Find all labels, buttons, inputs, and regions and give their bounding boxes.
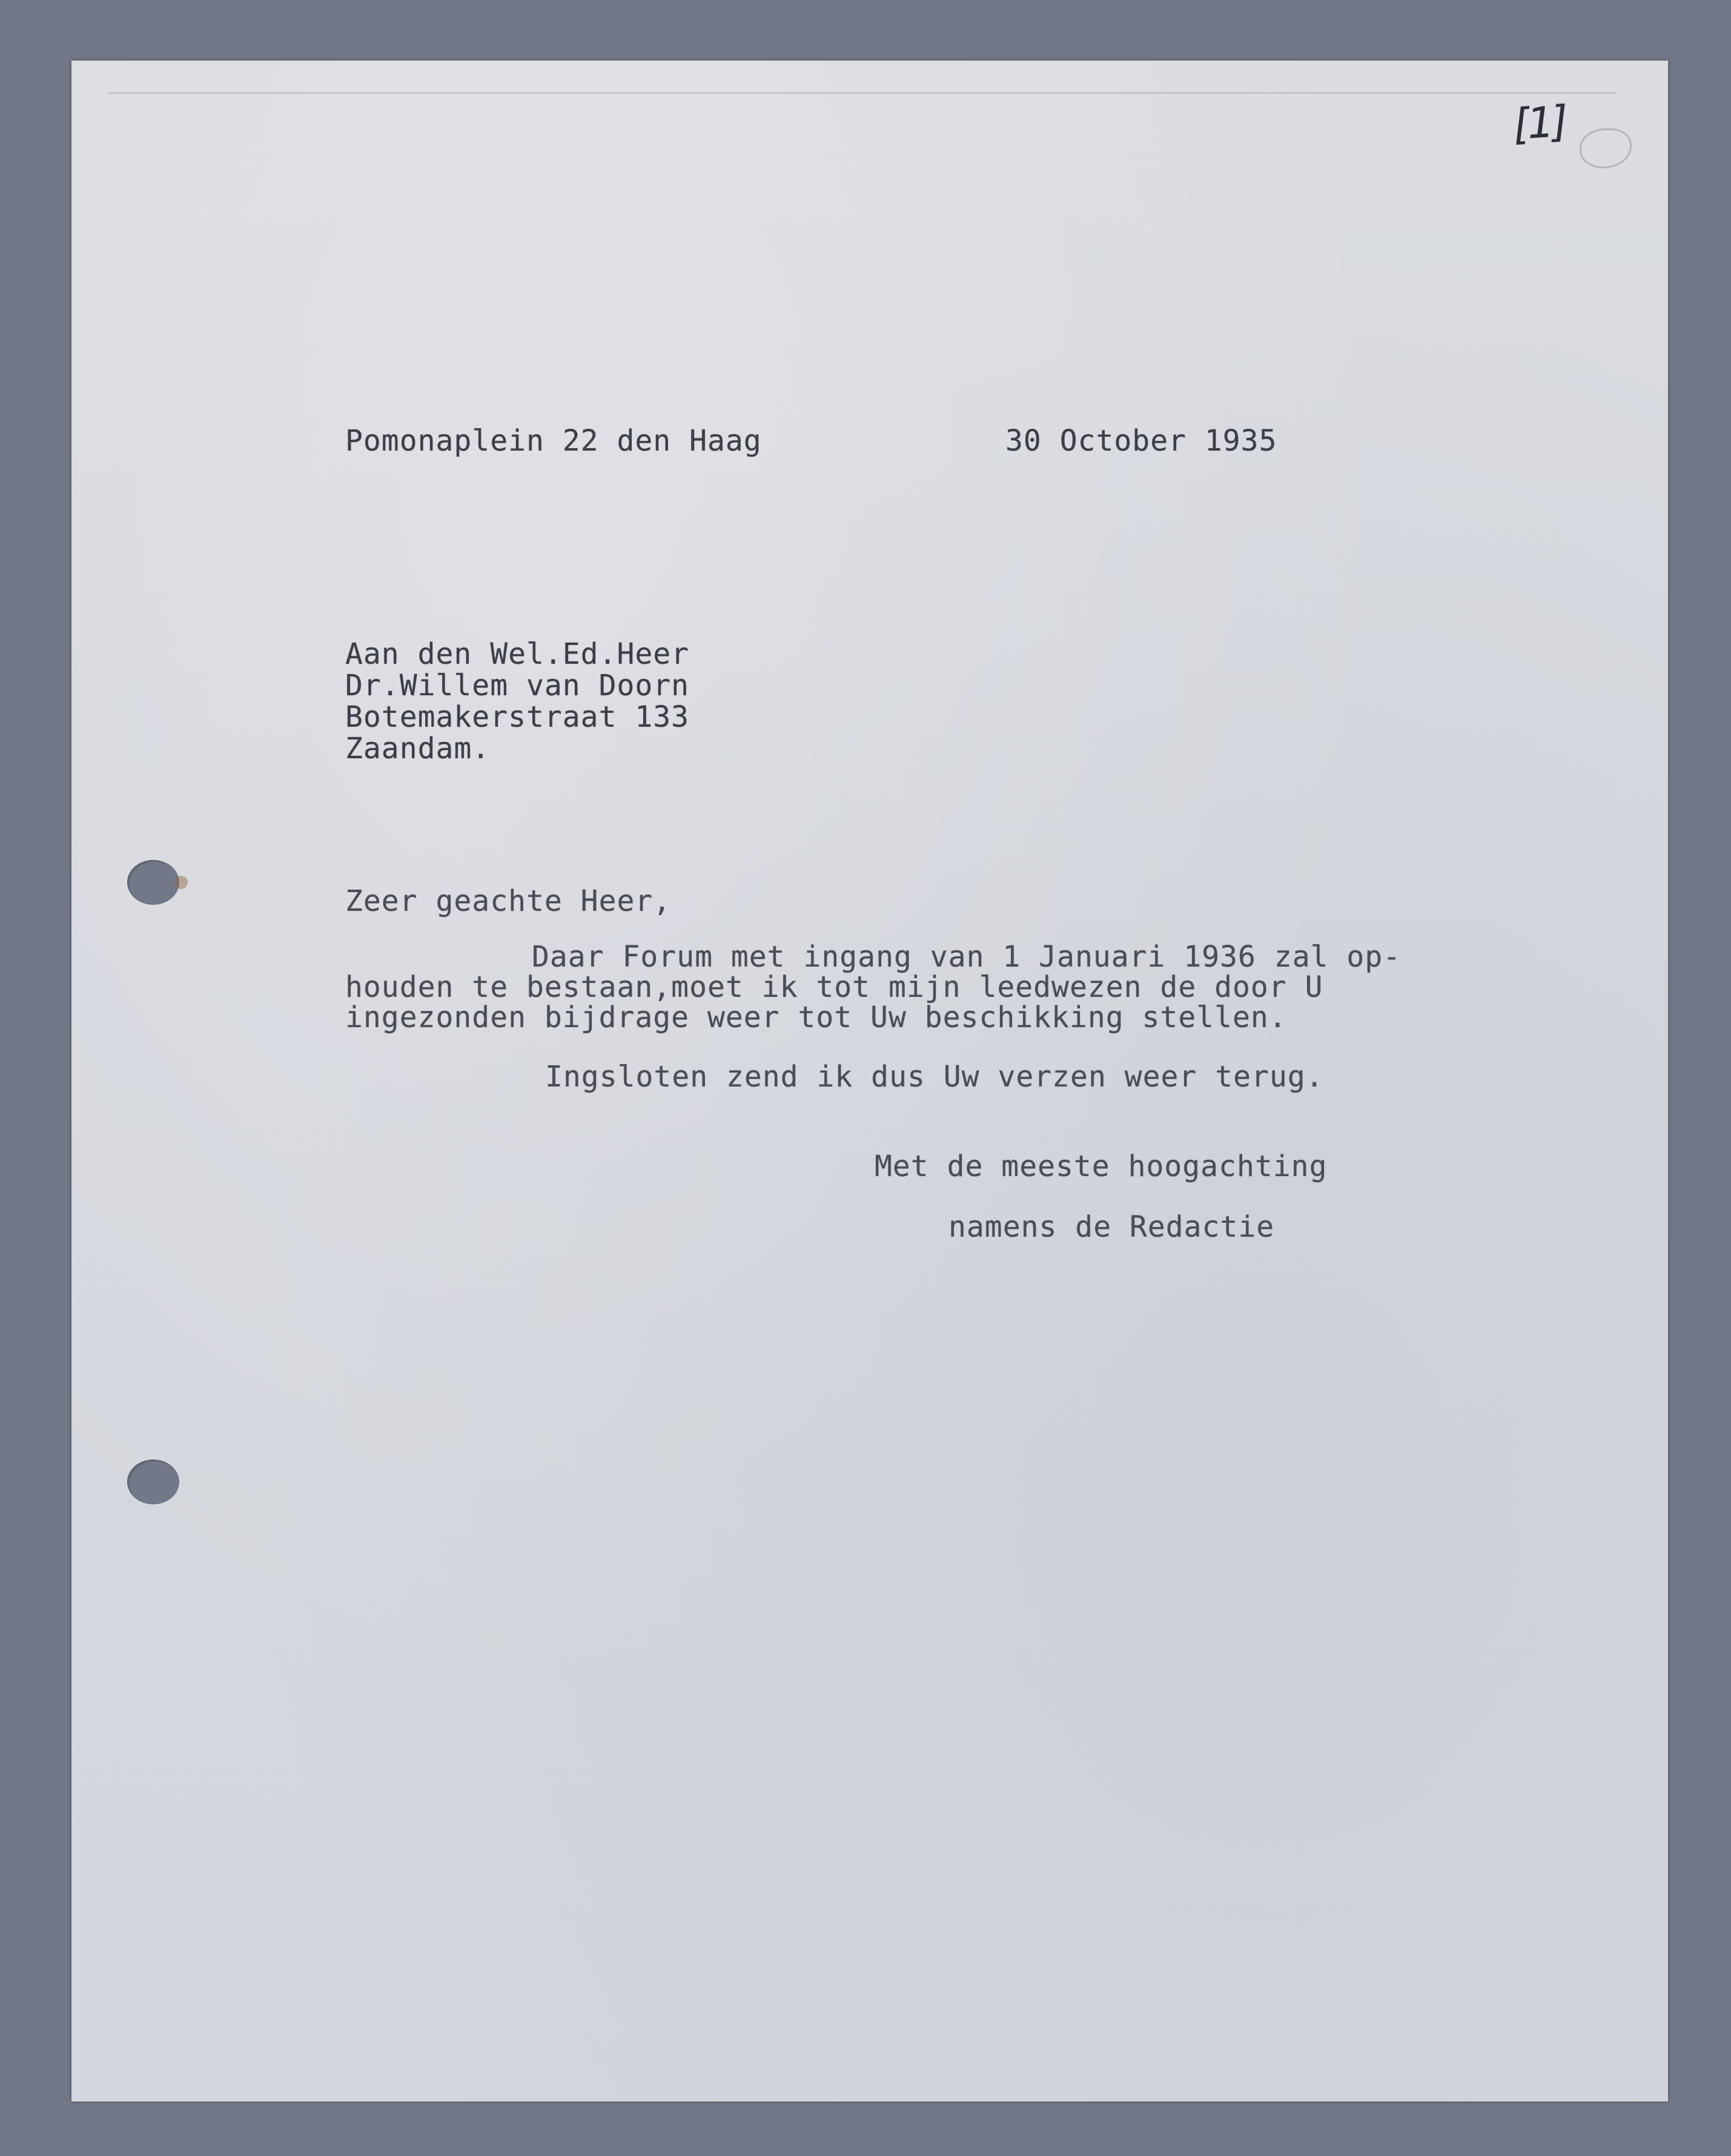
sender-address: Pomonaplein 22 den Haag [345,424,762,458]
closing-line-1: Met de meeste hoogachting [875,1149,1328,1183]
archive-number-mark: [1] [1511,96,1567,150]
recipient-line-4: Zaandam. [345,732,491,766]
recipient-line-3: Botemakerstraat 133 [345,700,690,734]
recipient-line-2: Dr.Willem van Doorn [345,669,690,703]
body-paragraph-1-line-1: Daar Forum met ingang van 1 Januari 1936 zal op- [532,940,1402,974]
body-paragraph-1-line-3: ingezonden bijdrage weer tot Uw beschikking stellen. [345,1000,1287,1034]
archive-scribble-mark [1580,128,1632,168]
body-paragraph-2: Ingsloten zend ik dus Uw verzen weer terug. [545,1060,1324,1094]
rust-stain [174,876,188,889]
sheet-fold-line [108,92,1616,94]
punch-hole-bottom [127,1460,179,1504]
salutation: Zeer geachte Heer, [345,884,672,918]
letter-sheet [71,61,1668,2101]
letter-date: 30 October 1935 [1005,424,1277,458]
body-paragraph-1-line-2: houden te bestaan,moet ik tot mijn leedwezen de door U [345,970,1323,1004]
recipient-line-1: Aan den Wel.Ed.Heer [345,637,690,671]
closing-line-2: namens de Redactie [948,1210,1275,1244]
punch-hole-top [127,860,179,905]
